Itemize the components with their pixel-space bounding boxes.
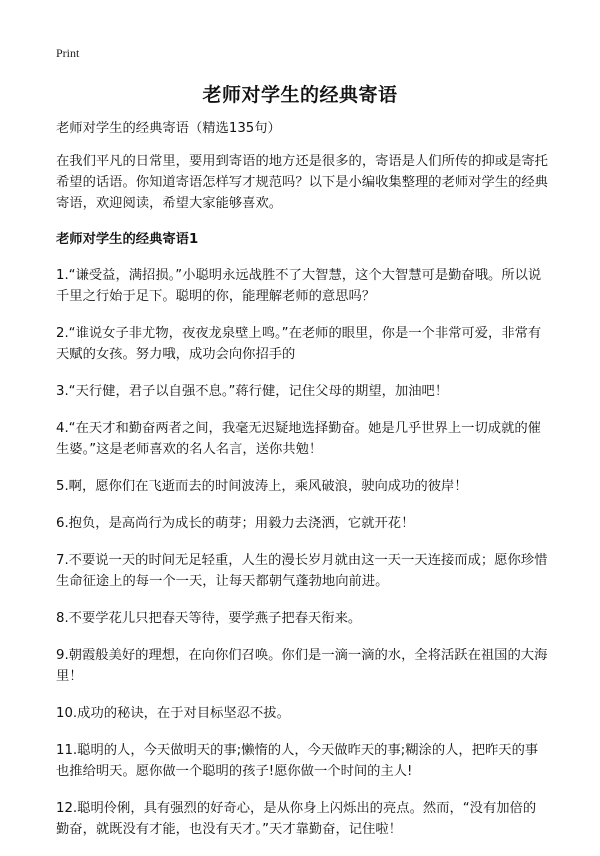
article-body <box>56 118 548 856</box>
quote-item-12: 12.聪明伶俐，具有强烈的好奇心，是从你身上闪烁出的亮点。然而，“没有加倍的勤奋，就既没有才能，也没有天才。”天才靠勤奋，记住啦！ <box>56 801 537 837</box>
quote-item-10: 10.成功的秘诀，在于对目标坚忍不拔。 <box>56 706 290 721</box>
section-heading: 老师对学生的经典寄语1 <box>56 232 199 247</box>
quote-item-3: 3.“天行健，君子以自强不息。”蒋行健，记住父母的期望，加油吧！ <box>56 384 449 399</box>
quote-item-6: 6.抱负，是高尚行为成长的萌芽；用毅力去浇洒，它就开花！ <box>56 516 415 531</box>
page-title: 老师对学生的经典寄语 <box>202 84 398 106</box>
article-subtitle: 老师对学生的经典寄语（精选135句） <box>56 121 281 136</box>
quote-item-2: 2.“谁说女子非尤物，夜夜龙泉壁上鸣。”在老师的眼里，你是一个非常可爱，非常有天赋的女孩。努力哦，成功会向你招手的 <box>56 326 542 362</box>
quote-item-4: 4.“在天才和勤奋两者之间，我毫无迟疑地选择勤奋。她是几乎世界上一切成就的催生婆。”这是老师喜欢的名人名言，送你共勉！ <box>56 421 541 457</box>
print-link[interactable]: Print <box>56 46 80 60</box>
article-intro: 在我们平凡的日常里，要用到寄语的地方还是很多的，寄语是人们所传的抑或是寄托希望的话语。你知道寄语怎样写才规范吗？以下是小编收集整理的老师对学生的经典寄语，欢迎阅读，希望大家能够喜欢。 <box>56 154 548 211</box>
quote-item-9: 9.朝霞般美好的理想，在向你们召唤。你们是一滴一滴的水，全将活跃在祖国的大海里！ <box>56 648 548 684</box>
quote-item-11: 11.聪明的人，今天做明天的事;懒惰的人，今天做昨天的事;糊涂的人，把昨天的事也推给明天。愿你做一个聪明的孩子!愿你做一个时间的主人! <box>56 743 539 779</box>
quote-item-5: 5.啊，愿你们在飞逝而去的时间波涛上，乘风破浪，驶向成功的彼岸！ <box>56 479 468 494</box>
quote-item-7: 7.不要说一天的时间无足轻重，人生的漫长岁月就由这一天一天连接而成；愿你珍惜生命征途上的每一个一天，让每天都朝气蓬勃地向前进。 <box>56 553 548 589</box>
quote-item-8: 8.不要学花儿只把春天等待，要学燕子把春天衔来。 <box>56 611 362 626</box>
quote-item-1: 1.“谦受益，满招损。”小聪明永远战胜不了大智慧，这个大智慧可是勤奋哦。所以说千里之行始于足下。聪明的你，能理解老师的意思吗？ <box>56 268 542 304</box>
